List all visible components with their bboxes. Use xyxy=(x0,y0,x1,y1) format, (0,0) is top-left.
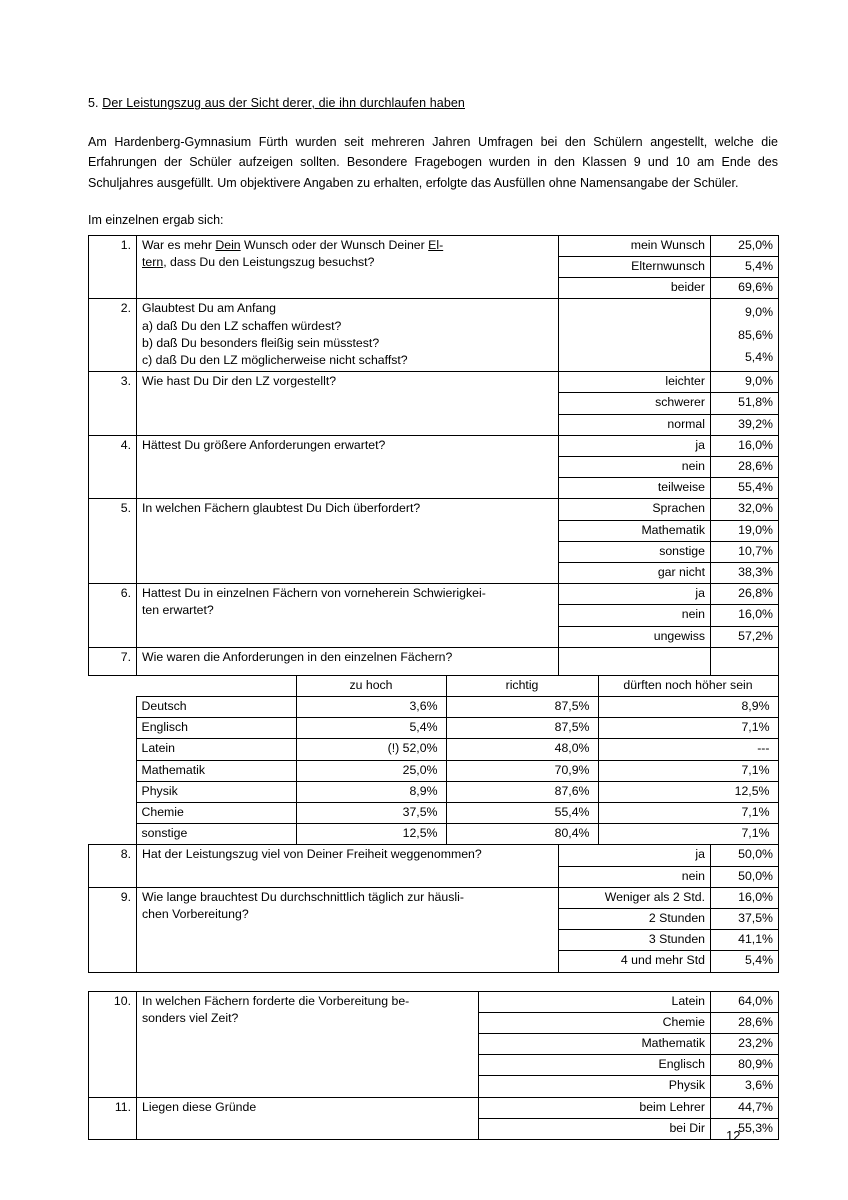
empty-cell xyxy=(88,781,136,802)
question-text-line: Liegen diese Gründe xyxy=(142,1099,257,1114)
answer-label: mein Wunsch xyxy=(559,235,711,256)
answer-value: 23,2% xyxy=(711,1034,779,1055)
answer-label: bei Dir xyxy=(479,1118,711,1139)
answer-value: 16,0% xyxy=(711,887,779,908)
question-number: 6. xyxy=(89,584,137,648)
answer-label xyxy=(559,299,711,372)
value-zu-hoch: 37,5% xyxy=(296,803,446,824)
answer-value: 26,8% xyxy=(711,584,779,605)
value-hoeher: 7,1% xyxy=(598,824,778,845)
answer-value: 5,4% xyxy=(711,348,779,371)
value-richtig: 87,5% xyxy=(446,718,598,739)
value-richtig: 87,6% xyxy=(446,781,598,802)
answer-value: 9,0% xyxy=(711,372,779,393)
table-row xyxy=(88,760,778,781)
answer-value: 10,7% xyxy=(711,541,779,562)
answer-label: beider xyxy=(559,278,711,299)
question-number: 4. xyxy=(89,435,137,499)
question-text xyxy=(137,991,479,1097)
answer-label: Mathematik xyxy=(479,1034,711,1055)
value-zu-hoch: 3,6% xyxy=(296,697,446,718)
question-text-line: Hat der Leistungszug viel von Deiner Freiheit weggenommen? xyxy=(142,847,482,862)
survey-table-part2 xyxy=(88,844,779,972)
value-richtig: 80,4% xyxy=(446,824,598,845)
answer-value: 50,0% xyxy=(711,845,779,866)
document-content xyxy=(88,96,778,1140)
question-text-line: tern, dass Du den Leistungszug besuchst? xyxy=(142,254,375,269)
table-gap xyxy=(88,973,778,991)
answer-value: 39,2% xyxy=(711,414,779,435)
question-text xyxy=(137,845,559,887)
table-row xyxy=(89,647,779,675)
question-text-line: sonders viel Zeit? xyxy=(142,1010,239,1025)
value-hoeher: 8,9% xyxy=(598,697,778,718)
answer-label: normal xyxy=(559,414,711,435)
table-row xyxy=(88,718,778,739)
question-number: 10. xyxy=(89,991,137,1097)
question-number: 8. xyxy=(89,845,137,887)
answer-value: 57,2% xyxy=(711,626,779,647)
question-number: 11. xyxy=(89,1097,137,1139)
table-row xyxy=(89,845,779,866)
subject-name: Chemie xyxy=(136,803,296,824)
question-text-line: Wie waren die Anforderungen in den einzelnen Fächern? xyxy=(142,649,453,664)
table-row xyxy=(88,824,778,845)
answer-value: 19,0% xyxy=(711,520,779,541)
answer-value: 85,6% xyxy=(711,326,779,349)
question-text-line: b) daß Du besonders fleißig sein müsstest? xyxy=(142,335,380,350)
answer-value: 80,9% xyxy=(711,1055,779,1076)
answer-value xyxy=(711,647,779,675)
value-richtig: 70,9% xyxy=(446,760,598,781)
section-heading: 5. Der Leistungszug aus der Sicht derer, die ihn durchlaufen haben xyxy=(88,96,465,110)
empty-cell xyxy=(88,760,136,781)
lead-in-text: Im einzelnen ergab sich: xyxy=(88,212,224,227)
answer-label: leichter xyxy=(559,372,711,393)
question-text-line: chen Vorbereitung? xyxy=(142,907,249,922)
question-number: 2. xyxy=(89,299,137,372)
answer-label: schwerer xyxy=(559,393,711,414)
question-text xyxy=(137,299,559,372)
table-row xyxy=(89,299,779,303)
empty-cell xyxy=(88,739,136,760)
value-hoeher: 7,1% xyxy=(598,803,778,824)
question-text-line: c) daß Du den LZ möglicherweise nicht schaffst? xyxy=(142,352,408,367)
question-text-line: Glaubtest Du am Anfang xyxy=(142,301,276,316)
answer-label: 4 und mehr Std xyxy=(559,951,711,972)
table-row xyxy=(89,991,779,1012)
empty-cell xyxy=(88,697,136,718)
answer-value: 5,4% xyxy=(711,256,779,277)
answer-value: 37,5% xyxy=(711,909,779,930)
answer-value: 51,8% xyxy=(711,393,779,414)
answer-value: 16,0% xyxy=(711,605,779,626)
answer-label: ja xyxy=(559,845,711,866)
empty-cell xyxy=(88,675,136,696)
answer-value: 64,0% xyxy=(711,991,779,1012)
question-text xyxy=(137,372,559,436)
table-row xyxy=(89,372,779,393)
answer-value: 55,4% xyxy=(711,478,779,499)
question-text-line: ten erwartet? xyxy=(142,603,214,618)
question-text-line: a) daß Du den LZ schaffen würdest? xyxy=(142,318,342,333)
table-row xyxy=(88,739,778,760)
answer-value: 55,3% xyxy=(711,1118,779,1139)
column-header-subject xyxy=(136,675,296,696)
column-header-hoeher: dürften noch höher sein xyxy=(598,675,778,696)
survey-table-part1 xyxy=(88,235,779,676)
question-text xyxy=(137,235,559,299)
answer-label: Mathematik xyxy=(559,520,711,541)
table-row xyxy=(89,584,779,605)
answer-value: 28,6% xyxy=(711,456,779,477)
intro-paragraph: Am Hardenberg-Gymnasium Fürth wurden seit mehreren Jahren Umfragen bei den Schülern angestellt, welche die Erfahrungen der Schüler aufzeigen sollten. Besondere Fragebogen wurden in den Klassen 9 und 10 am Ende des Schuljahres ausgefüllt. Um objektivere Angaben zu erhalten, erfolgte das Ausfüllen ohne Namensangabe der Schüler. xyxy=(88,135,778,190)
empty-cell xyxy=(88,803,136,824)
value-zu-hoch: 12,5% xyxy=(296,824,446,845)
value-hoeher: --- xyxy=(598,739,778,760)
value-hoeher: 12,5% xyxy=(598,781,778,802)
subject-name: Latein xyxy=(136,739,296,760)
answer-label: nein xyxy=(559,605,711,626)
question-text-line: War es mehr Dein Wunsch oder der Wunsch Deiner El- xyxy=(142,237,444,252)
answer-label: Weniger als 2 Std. xyxy=(559,887,711,908)
question-text-line: Wie lange brauchtest Du durchschnittlich täglich zur häusli- xyxy=(142,889,464,904)
answer-label: ja xyxy=(559,584,711,605)
value-zu-hoch: 8,9% xyxy=(296,781,446,802)
empty-cell xyxy=(88,824,136,845)
answer-value: 5,4% xyxy=(711,951,779,972)
answer-value: 3,6% xyxy=(711,1076,779,1097)
answer-label: nein xyxy=(559,456,711,477)
question-text-line: In welchen Fächern glaubtest Du Dich überfordert? xyxy=(142,501,421,516)
question-number: 3. xyxy=(89,372,137,436)
subject-name: Mathematik xyxy=(136,760,296,781)
question-text xyxy=(137,647,559,675)
empty-cell xyxy=(88,718,136,739)
value-zu-hoch: 5,4% xyxy=(296,718,446,739)
answer-label: Elternwunsch xyxy=(559,256,711,277)
value-hoeher: 7,1% xyxy=(598,760,778,781)
answer-label: Sprachen xyxy=(559,499,711,520)
answer-value: 44,7% xyxy=(711,1097,779,1118)
question-number: 1. xyxy=(89,235,137,299)
table-row xyxy=(88,697,778,718)
question-text-line: In welchen Fächern forderte die Vorbereitung be- xyxy=(142,993,410,1008)
answer-label: gar nicht xyxy=(559,563,711,584)
answer-label: Englisch xyxy=(479,1055,711,1076)
question-text xyxy=(137,1097,479,1139)
question-text xyxy=(137,435,559,499)
answer-value: 9,0% xyxy=(711,303,779,326)
answer-label: Latein xyxy=(479,991,711,1012)
question-text-line: Hattest Du in einzelnen Fächern von vorneherein Schwierigkei- xyxy=(142,586,486,601)
survey-table-part3 xyxy=(88,991,779,1140)
table-row xyxy=(89,1097,779,1118)
value-zu-hoch: (!) 52,0% xyxy=(296,739,446,760)
answer-label: ja xyxy=(559,435,711,456)
answer-label: Physik xyxy=(479,1076,711,1097)
answer-value: 38,3% xyxy=(711,563,779,584)
answer-label xyxy=(559,647,711,675)
answer-value: 16,0% xyxy=(711,435,779,456)
table-row xyxy=(88,803,778,824)
answer-label: 3 Stunden xyxy=(559,930,711,951)
table-header-row xyxy=(88,675,778,696)
subject-name: sonstige xyxy=(136,824,296,845)
question-text-line: Hättest Du größere Anforderungen erwartet? xyxy=(142,437,386,452)
table-row xyxy=(89,499,779,520)
answer-label: ungewiss xyxy=(559,626,711,647)
question-number: 7. xyxy=(89,647,137,675)
question-text xyxy=(137,887,559,972)
answer-value: 41,1% xyxy=(711,930,779,951)
value-richtig: 87,5% xyxy=(446,697,598,718)
table-row xyxy=(89,235,779,256)
question-text xyxy=(137,584,559,648)
page-number: 12 xyxy=(726,1128,741,1143)
answer-value: 32,0% xyxy=(711,499,779,520)
answer-value: 69,6% xyxy=(711,278,779,299)
subject-name: Deutsch xyxy=(136,697,296,718)
table-row xyxy=(88,781,778,802)
answer-label: 2 Stunden xyxy=(559,909,711,930)
answer-value: 25,0% xyxy=(711,235,779,256)
column-header-zu-hoch: zu hoch xyxy=(296,675,446,696)
answer-label: teilweise xyxy=(559,478,711,499)
question-text-line: Wie hast Du Dir den LZ vorgestellt? xyxy=(142,374,337,389)
subject-name: Englisch xyxy=(136,718,296,739)
subject-name: Physik xyxy=(136,781,296,802)
question-number: 5. xyxy=(89,499,137,584)
answer-label: Chemie xyxy=(479,1012,711,1033)
subject-requirements-table xyxy=(88,675,779,846)
value-richtig: 48,0% xyxy=(446,739,598,760)
table-row xyxy=(89,887,779,908)
answer-label: beim Lehrer xyxy=(479,1097,711,1118)
value-zu-hoch: 25,0% xyxy=(296,760,446,781)
table-row xyxy=(89,435,779,456)
value-richtig: 55,4% xyxy=(446,803,598,824)
answer-label: sonstige xyxy=(559,541,711,562)
value-hoeher: 7,1% xyxy=(598,718,778,739)
question-text xyxy=(137,499,559,584)
answer-value: 28,6% xyxy=(711,1012,779,1033)
answer-value: 50,0% xyxy=(711,866,779,887)
column-header-richtig: richtig xyxy=(446,675,598,696)
answer-label: nein xyxy=(559,866,711,887)
question-number: 9. xyxy=(89,887,137,972)
